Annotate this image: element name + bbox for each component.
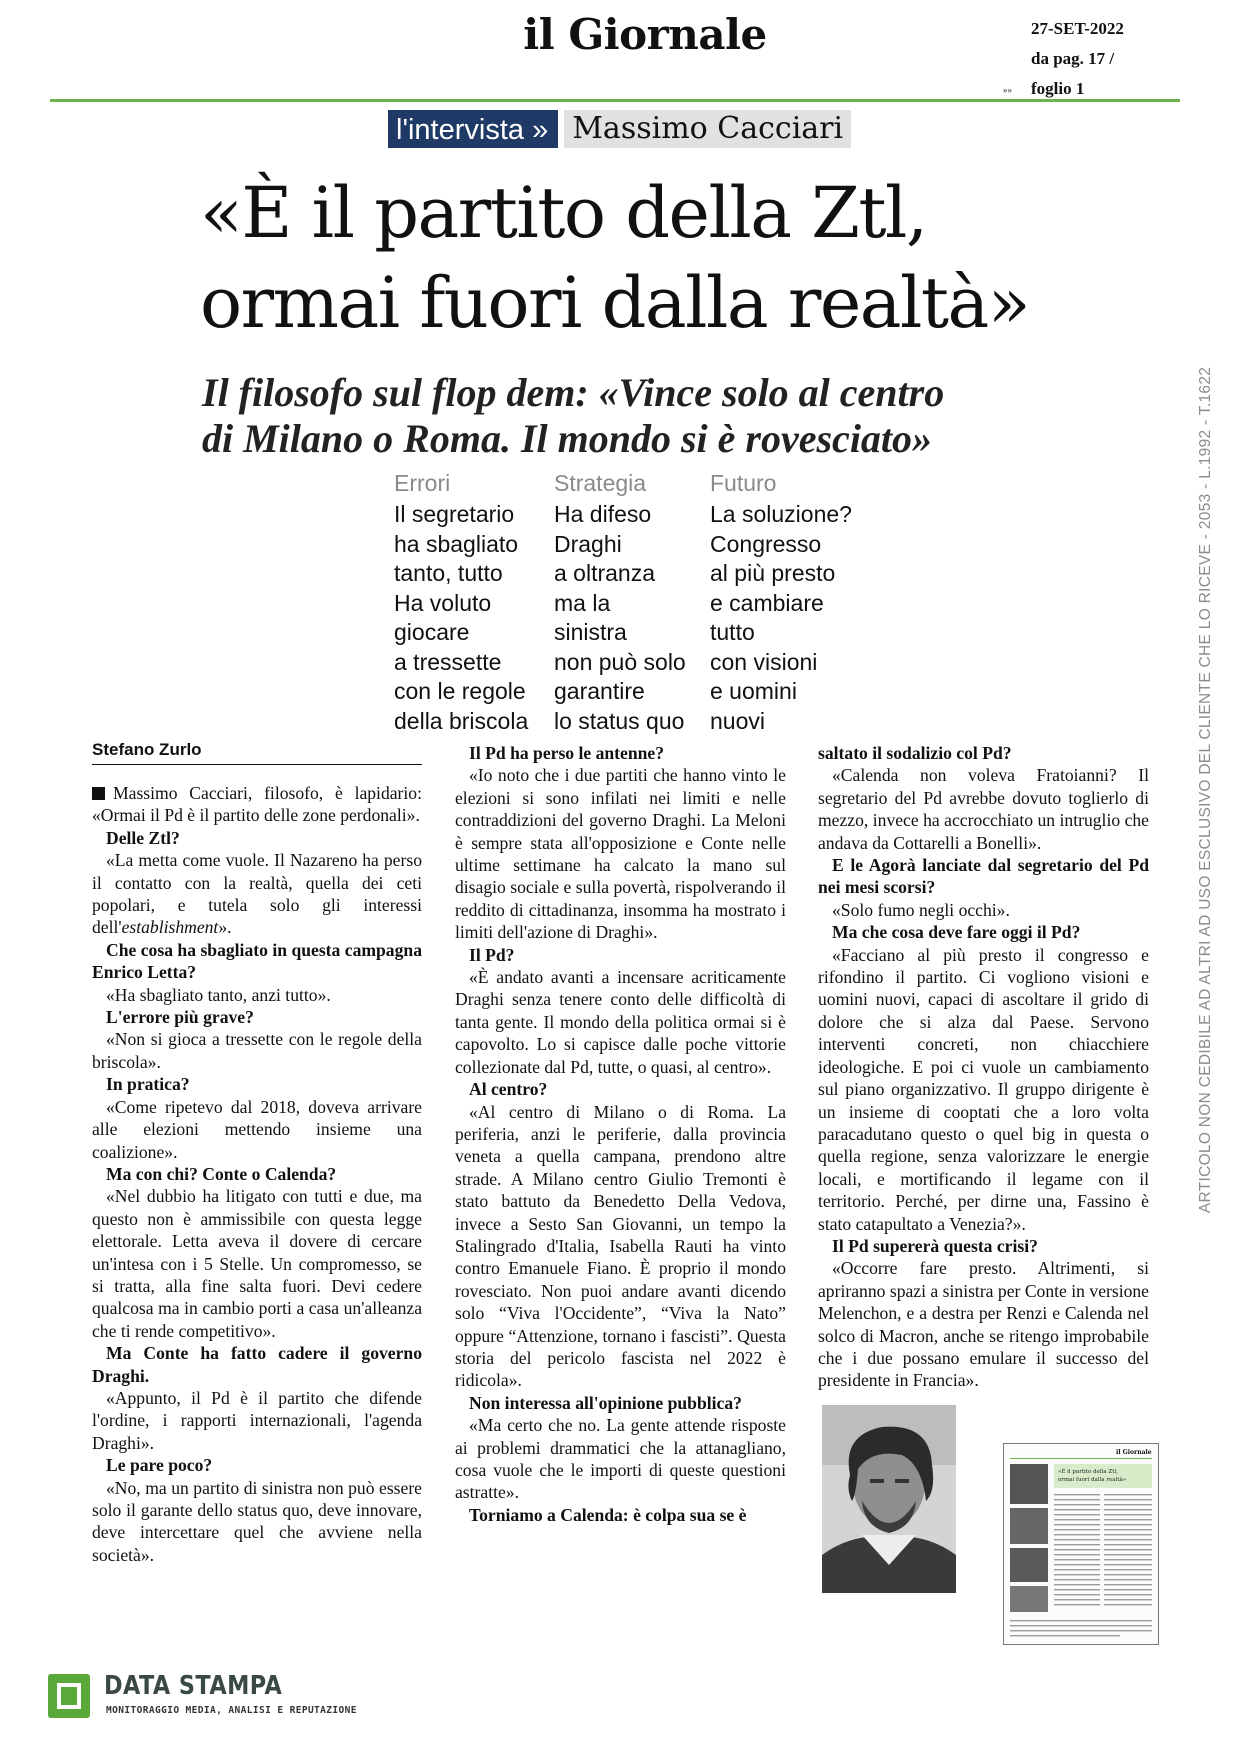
- interview-answer: [92, 782, 422, 827]
- answer-text: Massimo Cacciari, filosofo, è lapidario: «Ormai il Pd è il partito delle zone perdonali».: [92, 783, 422, 826]
- interview-answer: [818, 944, 1149, 1235]
- footer-brand: DATA STAMPA: [104, 1671, 283, 1701]
- header-rule: [50, 99, 1180, 102]
- highlight-text: La soluzione? Congresso al più presto e cambiare tutto con visioni e uomini nuovi: [710, 501, 852, 734]
- answer-text: «Calenda non voleva Fratoianni? Il segretario del Pd avrebbe dovuto toglierlo di mezzo, invece ha accrocchiato un intruglio che andava da Cottarelli a Bonelli».: [818, 765, 1149, 853]
- interview-question: saltato il sodalizio col Pd?: [818, 743, 1012, 763]
- interview-answer: [92, 984, 422, 1006]
- interview-question: Il Pd supererà questa crisi?: [832, 1235, 1038, 1256]
- answer-text: «Ma certo che no. La gente attende risposte ai problemi drammatici che la attanagliano, cosa vuole che le importi di queste questioni astratte».: [455, 1415, 786, 1503]
- portrait-photo: [822, 1405, 956, 1593]
- highlight-box-strategia: [554, 468, 724, 736]
- subheadline-line-1: Il filosofo sul flop dem: «Vince solo al centro: [202, 370, 945, 415]
- page-label: da pag. 17 /: [1031, 49, 1115, 68]
- answer-text: «Come ripetevo dal 2018, doveva arrivare alle elezioni mettendo insieme una coalizione».: [92, 1096, 422, 1162]
- interview-question: Delle Ztl?: [106, 827, 180, 848]
- interview-answer: [455, 966, 786, 1078]
- footer-tagline: MONITORAGGIO MEDIA, ANALISI E REPUTAZIONE: [106, 1705, 357, 1716]
- answer-text: «Io noto che i due partiti che hanno vinto le elezioni si sono infilati nei limiti e nelle contraddizioni del governo Draghi. La Meloni è sempre stata all'opposizione e Conte nelle ultime settimane ha calcato la mano sul disagio sociale e sulla povertà, rispolverando il reddito di cittadinanza, insomma ha mostrato i limiti dell'azione di Draghi».: [455, 765, 786, 943]
- interview-answer: [818, 764, 1149, 854]
- byline: Stefano Zurlo: [92, 740, 422, 765]
- kicker-name: Massimo Cacciari: [564, 110, 851, 148]
- answer-text: «Non si gioca a tressette con le regole della briscola».: [92, 1029, 422, 1072]
- interview-question: Che cosa ha sbagliato in questa campagna Enrico Letta?: [92, 939, 422, 983]
- highlight-label: Errori: [394, 470, 451, 496]
- answer-text: «È andato avanti a incensare acriticamente Draghi senza tenere conto delle difficoltà di tanta gente. Il mondo della politica ormai si è capovolto. Lo si capisce dalle poche vittorie collezionate dal Pd, tutte, o quasi, al centro».: [455, 967, 786, 1077]
- kicker: [388, 110, 851, 148]
- lead-square-icon: [92, 787, 105, 800]
- copyright-sidenote-text: ARTICOLO NON CEDIBILE AD ALTRI AD USO ESCLUSIVO DEL CLIENTE CHE LO RICEVE - 2053 - L.1992 - T.1622: [1197, 366, 1214, 1214]
- interview-answer: [818, 899, 1149, 921]
- svg-text:«È il partito della Ztl,: «È il partito della Ztl,: [1058, 1469, 1118, 1475]
- article-column-2: [455, 742, 786, 1526]
- headline-line-2: ormai fuori dalla realtà»: [200, 262, 1030, 344]
- answer-text: «Occorre fare presto. Altrimenti, si apriranno spazi a sinistra per Conte in versione Melenchon, e a destra per Renzi e Calenda nel solco di Macron, anche se ritengo improbabile che i due possano emulare il successo del presidente in Francia».: [818, 1258, 1149, 1391]
- article-column-1: [92, 782, 422, 1566]
- answer-text: «La metta come vuole. Il Nazareno ha perso il contatto con la realtà, quella dei ceti popolari, e tutela solo gli interessi dell': [92, 850, 422, 938]
- interview-question: Ma che cosa deve fare oggi il Pd?: [832, 922, 1081, 943]
- page-meta: [1003, 14, 1124, 104]
- highlight-text: Ha difeso Draghi a oltranza ma la sinistra non può solo garantire lo status quo: [554, 501, 686, 734]
- answer-text: «Nel dubbio ha litigato con tutti e due, ma questo non è ammissibile con questa legge elettorale. Letta aveva il dovere di cercare un'intesa con i 5 Stelle. Un compromesso, se si tratta, alla fine salta fuori. Devi cedere qualcosa ma in cambio porti a casa un'alleanza che ti rende competitivo».: [92, 1186, 422, 1341]
- page-thumbnail: [1003, 1443, 1159, 1645]
- highlight-box-futuro: [710, 468, 880, 736]
- headline-line-1: «È il partito della Ztl,: [200, 172, 927, 254]
- article-column-3: [818, 742, 1149, 1392]
- subheadline: [202, 370, 1102, 462]
- answer-emphasis: establishment: [121, 917, 219, 938]
- interview-answer: [92, 1387, 422, 1454]
- interview-question: Le pare poco?: [106, 1455, 213, 1476]
- interview-question: Ma con chi? Conte o Calenda?: [106, 1163, 337, 1184]
- interview-answer: [455, 1414, 786, 1504]
- highlight-box-errori: [394, 468, 564, 736]
- answer-text: ».: [218, 917, 232, 938]
- highlight-label: Strategia: [554, 470, 647, 496]
- masthead: il Giornale: [523, 10, 767, 59]
- answer-text: «Facciano al più presto il congresso e rifondino il partito. Ci vogliono visioni e uomini nuovi, capaci di ascoltare il grido di dolore che si alza dal Paese. Servono interventi concreti, non chiacchiere ideologiche. E poi ci vuole un cambiamento sul piano organizzativo. Il gruppo dirigente è un insieme di cooptati che a loro volta paracadutano questo o quel big in questa o quella regione, senza valorizzare le energie locali, e mortificando il legame con il territorio. Perché, per dirne una, Fassino è stato catapultato a Venezia?».: [818, 944, 1149, 1234]
- highlight-label: Futuro: [710, 470, 777, 496]
- answer-text: «No, ma un partito di sinistra non può essere solo il garante dello status quo, deve innovare, deve intercettare quel che avviene nella società».: [92, 1477, 422, 1565]
- interview-question: Ma Conte ha fatto cadere il governo Draghi.: [92, 1343, 422, 1386]
- interview-question: Il Pd?: [469, 944, 515, 965]
- interview-answer: [92, 849, 422, 939]
- interview-question: L'errore più grave?: [106, 1007, 254, 1028]
- interview-question: In pratica?: [106, 1074, 190, 1095]
- interview-question: Non interessa all'opinione pubblica?: [469, 1392, 742, 1413]
- interview-answer: [92, 1028, 422, 1073]
- headline: [200, 168, 1100, 348]
- interview-question: Torniamo a Calenda: è colpa sua se è: [469, 1504, 747, 1525]
- interview-answer: [455, 1101, 786, 1392]
- interview-question: Il Pd ha perso le antenne?: [469, 743, 665, 763]
- kicker-tag: l'intervista »: [388, 110, 558, 148]
- svg-text:ormai fuori dalla realtà»: ormai fuori dalla realtà»: [1058, 1477, 1127, 1483]
- answer-text: «Al centro di Milano o di Roma. La periferia, anzi le periferie, dalla provincia veneta a quella campana, prendono altre strade. A Milano centro Giulio Tremonti è stato battuto da Benedetto Della Vedova, invece a Sesto San Giovanni, un tempo la Stalingrado d'Italia, Isabella Rauti ha vinto contro Emanuele Fiano. È proprio il mondo rovesciato. Non puoi andare avanti dicendo solo “Viva l'Occidente”, “Viva la Nato” oppure “Attenzione, tornano i fascisti”. Questa storia del pericolo fascista nel 2022 è ridicola».: [455, 1101, 786, 1391]
- highlight-text: Il segretario ha sbagliato tanto, tutto Ha voluto giocare a tressette con le regole della briscola: [394, 501, 529, 734]
- answer-text: «Solo fumo negli occhi».: [832, 899, 1010, 920]
- interview-answer: [455, 764, 786, 943]
- sheet-label: foglio 1: [1031, 79, 1085, 98]
- interview-answer: [92, 1096, 422, 1163]
- sheet-marker: »»: [1003, 85, 1012, 95]
- interview-answer: [92, 1477, 422, 1567]
- interview-question: Al centro?: [469, 1079, 548, 1100]
- copyright-sidenote: [1196, 345, 1216, 1235]
- interview-answer: [818, 1257, 1149, 1391]
- thumbnail-masthead: il Giornale: [1116, 1449, 1152, 1456]
- interview-answer: [92, 1185, 422, 1342]
- data-stampa-logo-icon: [48, 1674, 90, 1718]
- interview-question: E le Agorà lanciate dal segretario del Pd nei mesi scorsi?: [818, 855, 1149, 898]
- answer-text: «Ha sbagliato tanto, anzi tutto».: [106, 984, 331, 1005]
- subheadline-line-2: di Milano o Roma. Il mondo si è rovesciato»: [202, 416, 933, 461]
- answer-text: «Appunto, il Pd è il partito che difende l'ordine, i rapporti internazionali, l'agenda Draghi».: [92, 1387, 422, 1453]
- date-label: 27-SET-2022: [1031, 19, 1124, 38]
